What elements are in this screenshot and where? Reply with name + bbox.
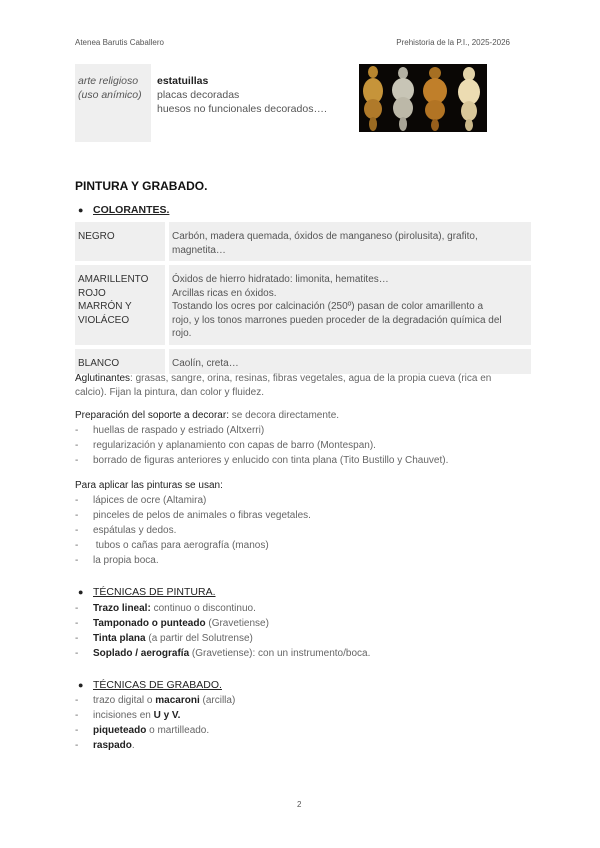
color-name-cell: AMARILLENTO ROJO MARRÓN Y VIOLÁCEO bbox=[75, 265, 165, 345]
color-desc-cell: Carbón, madera quemada, óxidos de manganeso (pirolusita), grafito, magnetita… bbox=[169, 222, 531, 261]
art-label-cell bbox=[75, 64, 151, 142]
bullet-icon: ● bbox=[78, 205, 84, 215]
bullet-icon: ● bbox=[78, 680, 84, 690]
colorantes-heading: ● COLORANTES. bbox=[78, 204, 170, 216]
soporte-heading: Preparación del soporte a decorar: se decora directamente. bbox=[75, 410, 340, 421]
art-label-line1: arte religioso bbox=[78, 75, 139, 87]
tecnicas-pintura-heading: ● TÉCNICAS DE PINTURA. bbox=[78, 586, 216, 598]
tecnicas-grabado-list bbox=[75, 693, 535, 753]
colorantes-table bbox=[75, 222, 531, 378]
bullet-icon: ● bbox=[78, 587, 84, 597]
list-item: - piqueteado o martilleado. bbox=[75, 725, 210, 736]
tecnicas-pintura-list bbox=[75, 601, 535, 661]
venus-figurines-image bbox=[359, 64, 487, 132]
list-item: - pinceles de pelos de animales o fibras vegetales. bbox=[75, 510, 311, 521]
list-item: - la propia boca. bbox=[75, 555, 159, 566]
art-items-cell bbox=[157, 74, 327, 116]
list-item: - raspado. bbox=[75, 740, 135, 751]
list-item: - Trazo lineal: continuo o discontinuo. bbox=[75, 603, 256, 614]
list-item: - Tamponado o punteado (Gravetiense) bbox=[75, 618, 269, 629]
art-item-estatuillas: estatuillas bbox=[157, 75, 209, 87]
art-label-line2: (uso anímico) bbox=[78, 89, 142, 101]
list-item: - huellas de raspado y estriado (Altxerri) bbox=[75, 425, 265, 436]
color-desc-cell: Óxidos de hierro hidratado: limonita, hematites… Arcillas ricas en óxidos. Tostando los ocres por calcinación (250º) pasan de color amarillento a rojo, y los tonos marrones pueden proceder de la degradación química del rojo. bbox=[169, 265, 531, 345]
aplicar-list bbox=[75, 493, 535, 568]
list-item: - tubos o cañas para aerografía (manos) bbox=[75, 540, 269, 551]
soporte-label: Preparación del soporte a decorar: bbox=[75, 410, 229, 421]
aglutinantes-paragraph: Aglutinantes: grasas, sangre, orina, resinas, fibras vegetales, agua de la propia cueva (rica en calcio). Fijan la pintura, dan color y fluidez. bbox=[75, 373, 492, 398]
art-item-placas: placas decoradas bbox=[157, 89, 240, 101]
section-title-pintura-grabado: PINTURA Y GRABADO. bbox=[75, 179, 208, 193]
art-item-huesos: huesos no funcionales decorados…. bbox=[157, 103, 327, 115]
list-item: - Tinta plana (a partir del Solutrense) bbox=[75, 633, 253, 644]
aglutinantes-label: Aglutinantes bbox=[75, 373, 131, 384]
page-number: 2 bbox=[297, 800, 302, 809]
header-course: Prehistoria de la P.I., 2025-2026 bbox=[396, 38, 510, 47]
soporte-list bbox=[75, 423, 535, 468]
color-name-cell: BLANCO bbox=[75, 349, 165, 375]
list-item: - lápices de ocre (Altamira) bbox=[75, 495, 207, 506]
color-desc-cell: Caolín, creta… bbox=[169, 349, 531, 375]
aplicar-heading: Para aplicar las pinturas se usan: bbox=[75, 480, 223, 491]
table-row-amarillento bbox=[75, 265, 531, 345]
list-item: - espátulas y dedos. bbox=[75, 525, 177, 536]
color-name-cell: NEGRO bbox=[75, 222, 165, 261]
list-item: - borrado de figuras anteriores y enlucido con tinta plana (Tito Bustillo y Chauvet). bbox=[75, 455, 449, 466]
header-author: Atenea Barutis Caballero bbox=[75, 38, 164, 47]
tecnicas-grabado-heading: ● TÉCNICAS DE GRABADO. bbox=[78, 679, 222, 691]
list-item: - incisiones en U y V. bbox=[75, 710, 181, 721]
table-row-negro bbox=[75, 222, 531, 261]
table-row-blanco bbox=[75, 349, 531, 375]
list-item: - regularización y aplanamiento con capas de barro (Montespan). bbox=[75, 440, 376, 451]
list-item: - Soplado / aerografía (Gravetiense): con un instrumento/boca. bbox=[75, 648, 371, 659]
list-item: - trazo digital o macaroni (arcilla) bbox=[75, 695, 236, 706]
